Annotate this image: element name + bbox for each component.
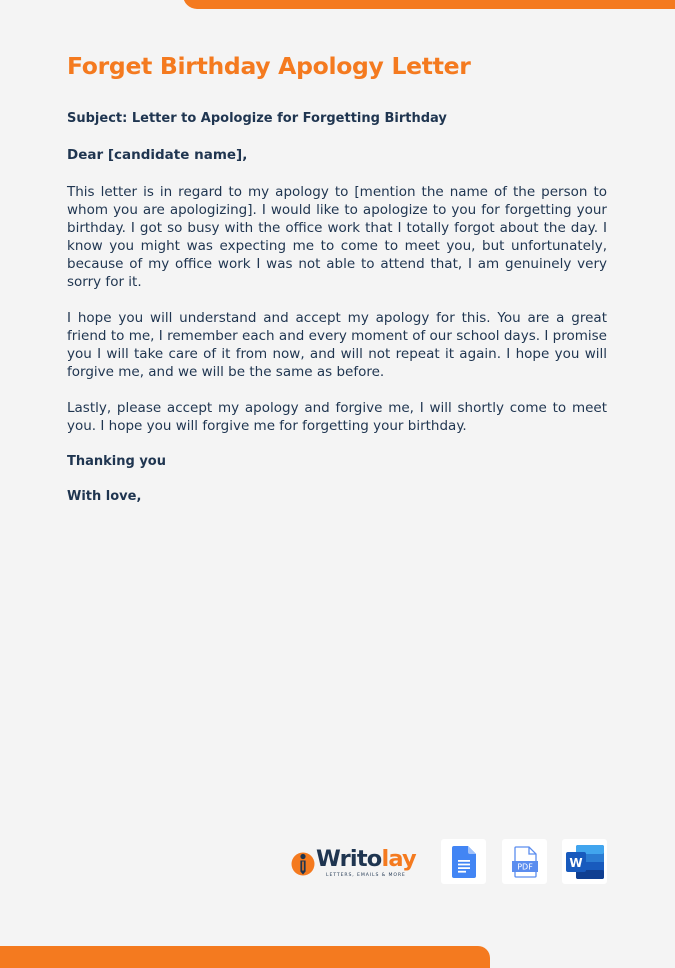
letter-greeting: Dear [candidate name],	[67, 147, 248, 163]
writolay-logo[interactable]	[291, 846, 416, 882]
writolay-logo-icon	[291, 849, 315, 877]
word-download-button[interactable]	[562, 839, 607, 884]
letter-signoff: With love,	[67, 489, 142, 504]
word-icon	[566, 845, 604, 879]
top-accent-bar-end	[655, 0, 675, 9]
brand-name	[316, 846, 416, 872]
letter-body	[67, 110, 607, 506]
google-docs-download-button[interactable]	[441, 839, 486, 884]
google-docs-icon	[452, 846, 476, 878]
pdf-download-button[interactable]	[502, 839, 547, 884]
top-accent-bar	[183, 0, 675, 9]
letter-closing-thanks: Thanking you	[67, 454, 166, 469]
page-title: Forget Birthday Apology Letter	[67, 52, 471, 80]
pdf-label: PDF	[516, 862, 533, 872]
letter-paragraph: I hope you will understand and accept my apology for this. You are a great friend to me, I remember each and every moment of our school days. I promise you I will take care of it from now, and will not repeat it again. I hope you will forgive me, and we will be the same as before.	[67, 310, 607, 380]
letter-subject: Subject: Letter to Apologize for Forgetting Birthday	[67, 111, 447, 126]
word-label: W	[568, 855, 583, 870]
letter-paragraph: Lastly, please accept my apology and forgive me, I will shortly come to meet you. I hope you will forgive me for forgetting your birthday.	[67, 400, 607, 434]
brand-text	[316, 846, 416, 878]
letter-paragraph: This letter is in regard to my apology to [mention the name of the person to whom you are apologizing]. I would like to apologize to you for forgetting your birthday. I got so busy with the office work that I totally forgot about the day. I know you might was expecting me to come to meet you, but unfortunately, because of my office work I was not able to attend that, I am genuinely very sorry for it.	[67, 184, 607, 290]
brand-name-part-1: Writo	[316, 846, 382, 872]
brand-name-part-2: lay	[381, 846, 416, 872]
bottom-accent-bar	[0, 946, 490, 968]
pdf-icon	[509, 846, 541, 878]
brand-tagline: LETTERS, EMAILS & MORE	[326, 873, 406, 878]
